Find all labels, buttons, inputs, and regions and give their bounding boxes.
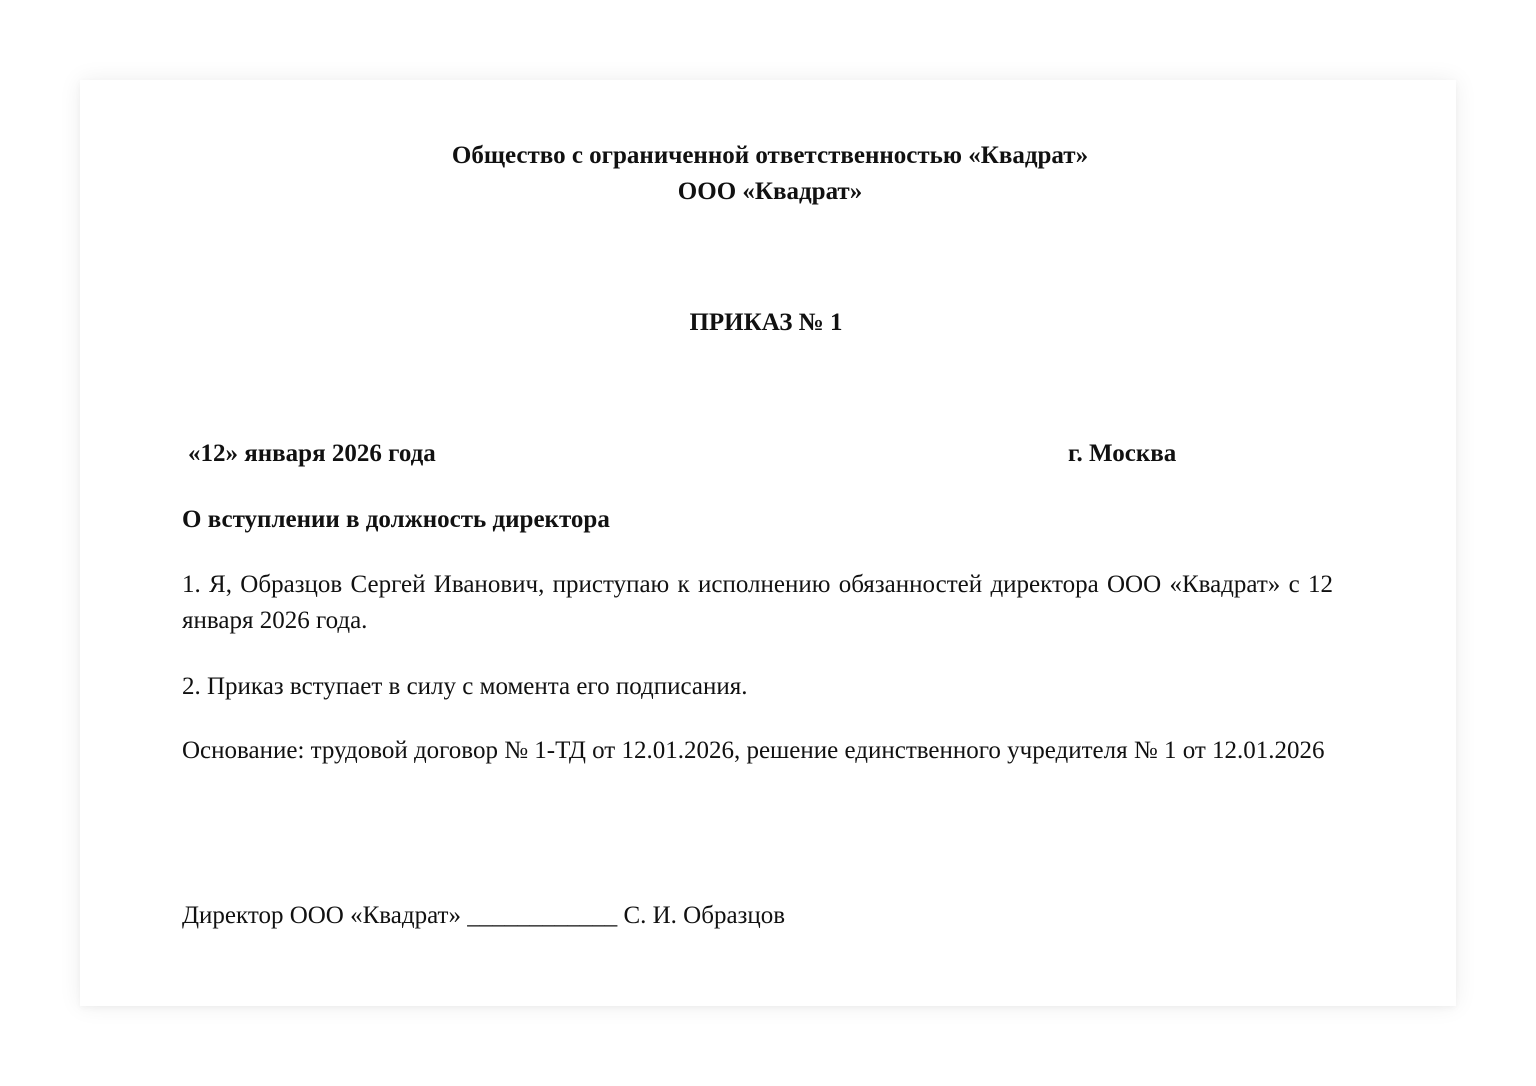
signature-line: Директор ООО «Квадрат» ____________ С. И. Образцов [182,902,786,929]
document-page [80,80,1456,1006]
organization-short-name: ООО «Квадрат» [677,178,863,205]
order-item-2: 2. Приказ вступает в силу с момента его подписания. [182,673,748,700]
order-city: г. Москва [1068,440,1177,467]
order-basis: Основание: трудовой договор № 1-ТД от 12.01.2026, решение единственного учредителя № 1 от 12.01.2026 [182,737,1325,764]
organization-full-name: Общество с ограниченной ответственностью «Квадрат» [451,142,1089,169]
order-title: ПРИКАЗ № 1 [689,309,843,336]
order-item-1: 1. Я, Образцов Сергей Иванович, приступаю к исполнению обязанностей директора ООО «Квадрат» с 12 января 2026 года. [182,571,1333,634]
order-subject: О вступлении в должность директора [182,506,610,533]
order-date: «12» января 2026 года [188,440,436,467]
